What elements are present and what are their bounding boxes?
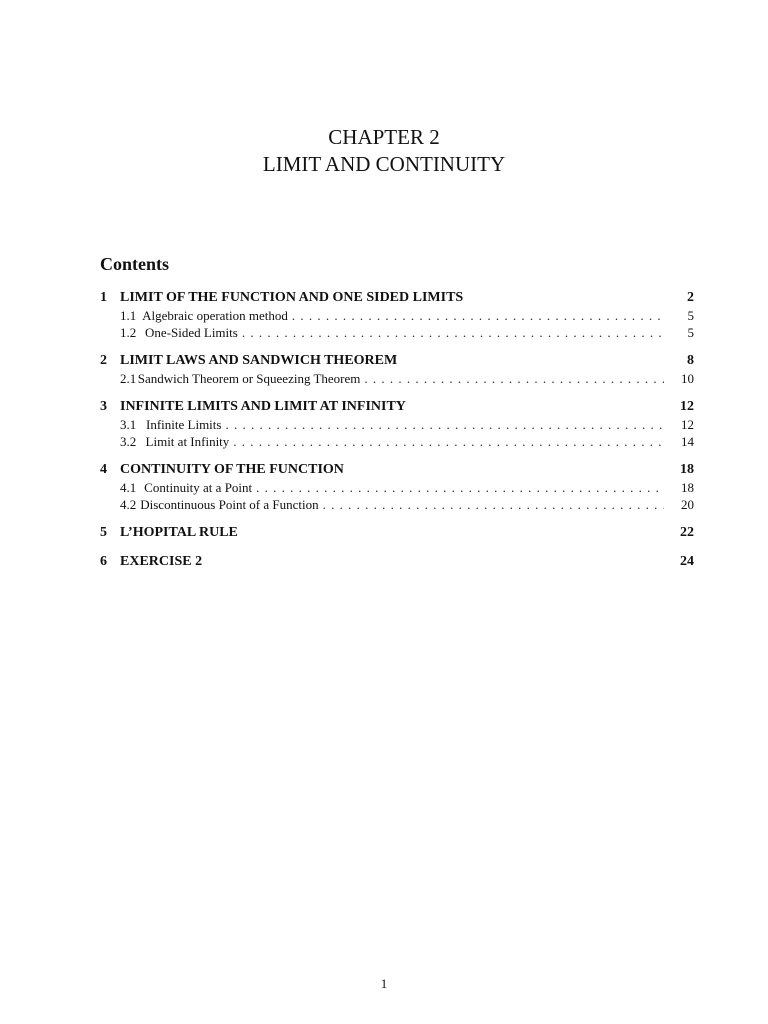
toc-subentry-page: 14 <box>681 434 694 449</box>
chapter-number: CHAPTER 2 <box>328 125 440 149</box>
toc-subentry-page: 10 <box>681 371 694 386</box>
toc-entry-label: INFINITE LIMITS AND LIMIT AT INFINITY <box>120 399 406 414</box>
chapter-title: LIMIT AND CONTINUITY <box>262 152 506 176</box>
toc-subentry-3-2[interactable] <box>100 433 694 450</box>
toc-section-1 <box>100 289 694 341</box>
toc-section-5 <box>100 524 694 542</box>
toc-subentry-page: 12 <box>681 417 694 432</box>
toc-subentry-number: 3.2 <box>120 434 137 449</box>
toc-subentry-number: 1.2 <box>120 325 137 340</box>
toc-entry-number: 6 <box>100 554 107 569</box>
toc-section-3 <box>100 398 694 450</box>
toc-subentry-number: 2.1 <box>120 371 137 386</box>
toc-subentry-1-2[interactable] <box>100 324 694 341</box>
toc-entry-2[interactable] <box>100 352 694 370</box>
toc-subentry-number: 4.1 <box>120 480 137 495</box>
toc-section-2 <box>100 352 694 387</box>
toc-subentry-number: 1.1 <box>120 308 137 323</box>
toc-subentry-label: Discontinuous Point of a Function <box>140 497 319 512</box>
toc-section-4 <box>100 461 694 513</box>
toc-entry-page: 8 <box>687 353 694 368</box>
toc-entry-5[interactable] <box>100 524 694 542</box>
toc-subentry-label: One-Sided Limits <box>145 325 238 340</box>
dot-leader <box>364 370 664 387</box>
toc-entry-page: 18 <box>680 462 694 477</box>
toc-subentry-label: Infinite Limits <box>146 417 222 432</box>
toc-entry-number: 5 <box>100 525 107 540</box>
dot-leader <box>242 324 664 341</box>
toc-entry-label: CONTINUITY OF THE FUNCTION <box>120 462 344 477</box>
toc-entry-label: LIMIT LAWS AND SANDWICH THEOREM <box>120 353 398 368</box>
chapter-title-block <box>0 124 768 178</box>
toc-subentry-page: 5 <box>687 325 694 340</box>
toc-subentry-1-1[interactable] <box>100 307 694 324</box>
dot-leader <box>233 433 664 450</box>
page-number: 1 <box>380 976 388 991</box>
toc-subentry-label: Continuity at a Point <box>144 480 253 495</box>
toc-entry-number: 1 <box>100 290 107 305</box>
toc-subentry-number: 4.2 <box>120 497 137 512</box>
toc-subentry-page: 5 <box>687 308 694 323</box>
toc-subentry-number: 3.1 <box>120 417 137 432</box>
toc-entry-page: 22 <box>680 525 694 540</box>
dot-leader <box>323 496 664 513</box>
dot-leader <box>256 479 664 496</box>
toc-entry-label: EXERCISE 2 <box>120 554 203 569</box>
toc-entry-number: 2 <box>100 353 107 368</box>
toc-subentry-2-1[interactable] <box>100 370 694 387</box>
toc-subentry-label: Algebraic operation method <box>142 308 288 323</box>
toc-section-6 <box>100 553 694 571</box>
toc-entry-number: 4 <box>100 462 107 477</box>
toc-entry-label: L’HOPITAL RULE <box>120 525 238 540</box>
toc-entry-number: 3 <box>100 399 107 414</box>
toc-subentry-4-2[interactable] <box>100 496 694 513</box>
toc-entry-page: 12 <box>680 399 694 414</box>
toc-subentry-4-1[interactable] <box>100 479 694 496</box>
toc-subentry-label: Sandwich Theorem or Squeezing Theorem <box>137 371 361 386</box>
dot-leader <box>225 416 664 433</box>
dot-leader <box>292 307 664 324</box>
toc-subentry-3-1[interactable] <box>100 416 694 433</box>
toc-entry-3[interactable] <box>100 398 694 416</box>
toc-entry-6[interactable] <box>100 553 694 571</box>
contents-heading: Contents <box>100 254 170 274</box>
toc-entry-label: LIMIT OF THE FUNCTION AND ONE SIDED LIMITS <box>120 290 464 305</box>
toc-subentry-page: 18 <box>681 480 694 495</box>
toc-entry-page: 24 <box>680 554 694 569</box>
toc-entry-4[interactable] <box>100 461 694 479</box>
toc-entry-page: 2 <box>687 290 694 305</box>
toc-subentry-page: 20 <box>681 497 694 512</box>
toc-entry-1[interactable] <box>100 289 694 307</box>
table-of-contents <box>100 289 694 582</box>
toc-subentry-label: Limit at Infinity <box>145 434 230 449</box>
